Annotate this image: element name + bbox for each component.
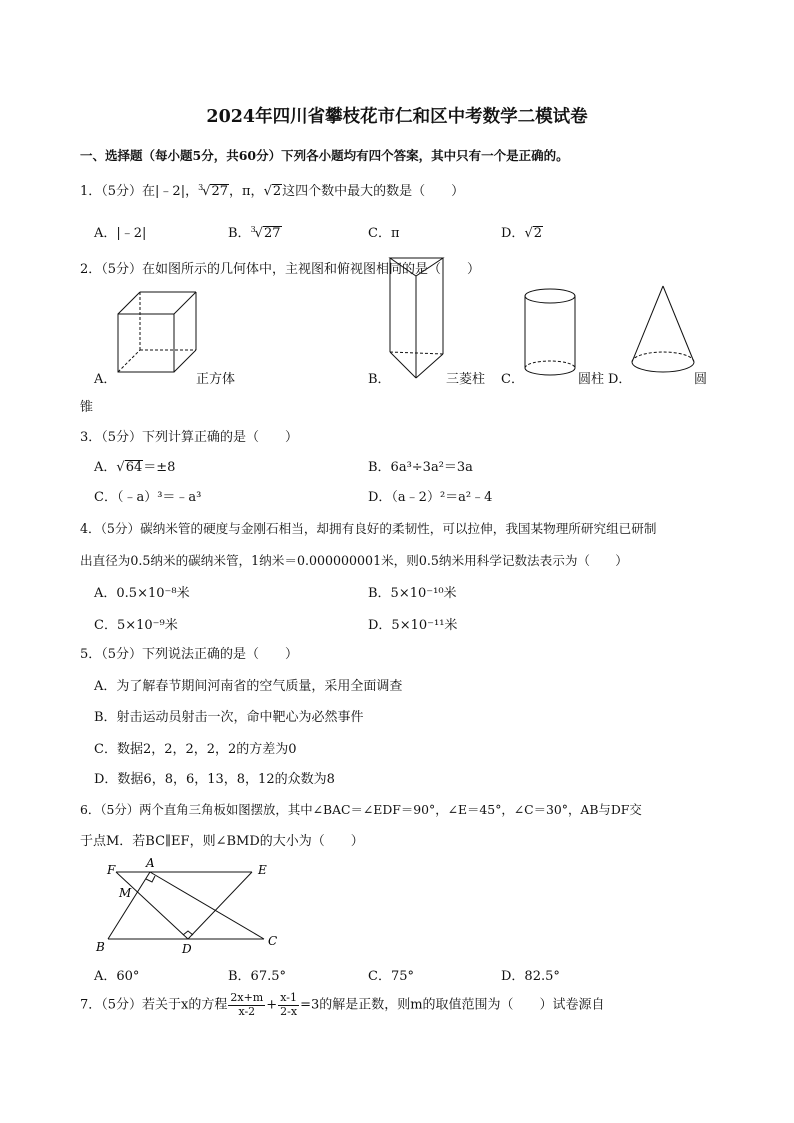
cube-root-index: 3 <box>198 182 204 192</box>
triangle-diagram <box>94 855 290 959</box>
q3-option-d[interactable]: D．（a﹣2）²＝a²﹣4 <box>368 490 493 505</box>
question-2-stem: 2．（5分）在如图所示的几何体中，主视图和俯视图相同的是（ ） <box>80 262 481 277</box>
q4-option-c[interactable]: C．5×10⁻⁹米 <box>94 618 178 633</box>
question-7-stem: 7．（5分）若关于x的方程 $\frac{2x+m}{x-2}$ + $\frac{x-1}{2-x}$ =3的解是正数，则m的取值范围为（ ）试卷源自 <box>80 991 605 1018</box>
q5-option-b[interactable]: B．射击运动员射击一次，命中靶心为必然事件 <box>94 710 364 725</box>
q2-label-c: 圆柱 <box>578 372 605 387</box>
label-C: C <box>268 934 278 948</box>
section-heading: 一、选择题（每小题5分，共60分）下列各小题均有四个答案，其中只有一个是正确的。 <box>80 148 569 163</box>
question-5-stem: 5．（5分）下列说法正确的是（ ） <box>80 647 299 662</box>
q1-option-a[interactable]: A．|﹣2| <box>94 226 147 241</box>
q2-option-a[interactable]: A． <box>94 372 117 387</box>
label-F: F <box>107 863 116 877</box>
q3-option-c[interactable]: C．（﹣a）³＝﹣a³ <box>94 490 202 505</box>
q1-option-b[interactable]: B．$^3$√27 <box>228 224 281 241</box>
fraction-2: $\frac{x-1}{2-x}$ <box>280 991 298 1018</box>
q5-option-a[interactable]: A．为了解春节期间河南省的空气质量，采用全面调查 <box>94 679 403 694</box>
q5-option-c[interactable]: C．数据2，2，2，2，2的方差为0 <box>94 742 297 757</box>
q3-option-b[interactable]: B．6a³÷3a²＝3a <box>368 460 473 475</box>
q6-option-b[interactable]: B．67.5° <box>228 969 286 984</box>
cube-figure <box>110 288 200 384</box>
q2-label-b: 三菱柱 <box>446 372 486 387</box>
q3-option-a[interactable]: A．√64＝±8 <box>94 460 176 475</box>
q5-option-d[interactable]: D．数据6，8，6，13，8，12的众数为8 <box>94 772 335 787</box>
q1-option-c[interactable]: C．π <box>368 226 400 241</box>
question-4-stem-line2: 出直径为0.5纳米的碳纳米管，1纳米＝0.000000001米，则0.5纳米用科学记数法表示为（ ） <box>80 553 628 568</box>
q2-label-d-part2: 锥 <box>80 400 94 415</box>
q6-option-d[interactable]: D．82.5° <box>501 969 560 984</box>
question-6-stem-line2: 于点M．若BC∥EF，则∠BMD的大小为（ ） <box>80 834 364 849</box>
label-M: M <box>119 886 132 900</box>
fraction-1: $\frac{2x+m}{x-2}$ <box>230 991 264 1018</box>
label-A: A <box>146 856 155 870</box>
cylinder-figure <box>522 286 578 386</box>
q4-option-a[interactable]: A．0.5×10⁻⁸米 <box>94 586 190 601</box>
cone-figure <box>628 284 698 384</box>
triangular-prism-figure <box>385 252 447 384</box>
q2-option-d[interactable]: D． <box>608 372 632 387</box>
q2-option-b[interactable]: B． <box>368 372 391 387</box>
label-D: D <box>182 942 192 956</box>
q1-option-d[interactable]: D．√2 <box>501 226 543 241</box>
label-E: E <box>258 863 267 877</box>
question-4-stem-line1: 4．（5分）碳纳米管的硬度与金刚石相当，却拥有良好的柔韧性，可以拉伸，我国某物理所研究组已研制 <box>80 521 657 536</box>
q2-label-a: 正方体 <box>196 372 236 387</box>
q4-option-d[interactable]: D．5×10⁻¹¹米 <box>368 618 458 633</box>
question-1-stem: 1．（5分）在|﹣2|，$^3$√27，π，√2这四个数中最大的数是（ ） <box>80 182 465 199</box>
q4-option-b[interactable]: B．5×10⁻¹⁰米 <box>368 586 457 601</box>
q6-option-a[interactable]: A．60° <box>94 969 140 984</box>
question-3-stem: 3．（5分）下列计算正确的是（ ） <box>80 430 299 445</box>
question-6-stem-line1: 6．（5分）两个直角三角板如图摆放，其中∠BAC＝∠EDF＝90°，∠E＝45°，∠C＝30°，AB与DF交 <box>80 802 642 817</box>
page-title: 2024年四川省攀枝花市仁和区中考数学二模试卷 <box>206 107 588 127</box>
q6-option-c[interactable]: C．75° <box>368 969 414 984</box>
q2-label-d-part1: 圆 <box>694 372 708 387</box>
label-B: B <box>96 940 105 954</box>
q2-option-c[interactable]: C． <box>501 372 524 387</box>
